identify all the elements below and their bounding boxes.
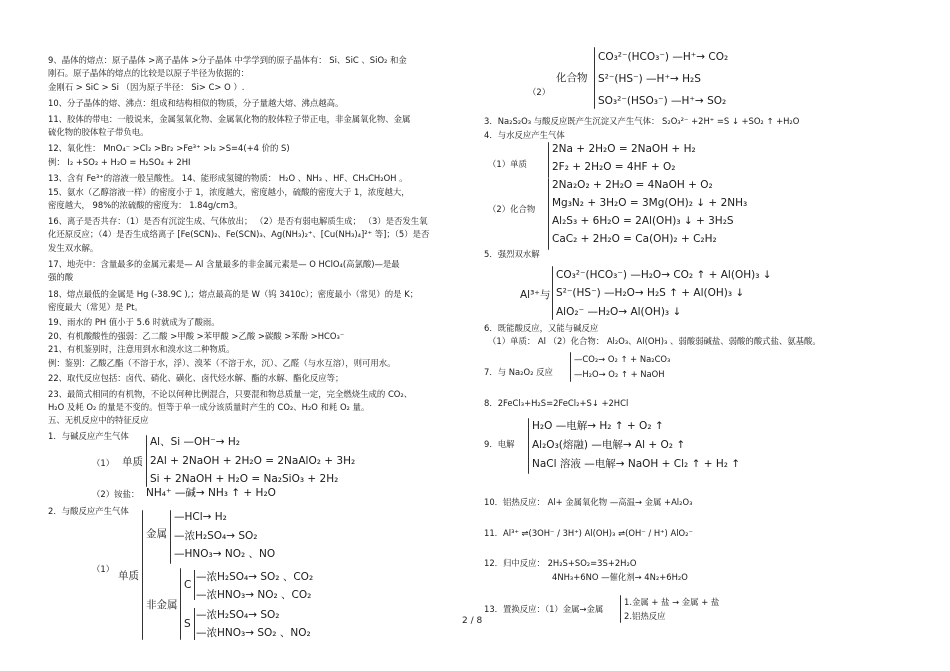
label: （2） <box>528 87 551 97</box>
text-line: 3．Na₂S₂O₃ 与酸反应既产生沉淀又产生气体： S₂O₃²⁻ +2H⁺ =S ↓ +SO₂ ↑ +H₂O <box>484 116 800 126</box>
equation: AlO₂⁻ —H₂O→ Al(OH)₃ ↓ <box>556 306 682 318</box>
equation: —浓HNO₃→ NO₂ 、CO₂ <box>196 589 312 601</box>
equation: CO₃²⁻(HCO₃⁻) —H⁺→ CO₂ <box>598 51 729 63</box>
text-line: 化还原反应；（4）是否生成络离子 [Fe(SCN)₂、Fe(SCN)₃、Ag(NH₃)₂⁺、[Cu(NH₃)₄]²⁺ 等]；（5）是否 <box>48 229 430 239</box>
label: S <box>184 618 191 630</box>
equation: Mg₃N₂ + 3H₂O = 3Mg(OH)₂ ↓ + 2NH₃ <box>552 197 748 209</box>
text-line: 刚石。原子晶体的熔点的比较是以原子半径为依据的： <box>48 68 249 78</box>
text-line: 金刚石 > SiC > Si （因为原子半径： Si> C> O ）. <box>48 82 245 92</box>
equation: —HCl→ H₂ <box>174 511 227 523</box>
label: （1）单质 <box>488 159 527 169</box>
text-line: 10、分子晶体的熔、沸点：组成和结构相似的物质，分子量越大熔、沸点越高。 <box>48 98 344 108</box>
text-line: 密度越大， 98%的浓硫酸的密度为： 1.84g/cm3。 <box>48 200 243 210</box>
text-line: 10．铝热反应： Al+ 金属氧化物 —高温→ 金属 +Al₂O₃ <box>484 497 693 507</box>
equation: H₂O —电解→ H₂ ↑ + O₂ ↑ <box>532 420 664 432</box>
text-line: 4．与水反应产生气体 <box>484 130 565 140</box>
text-line: 11．Al³⁺ ⇌(3OH⁻ / 3H⁺) Al(OH)₃ ⇌(OH⁻ / H⁺) AlO₂⁻ <box>484 528 693 538</box>
text-line: 15、氨水（乙醇溶液一样）的密度小于 1，浓度越大，密度越小，硫酸的密度大于 1，浓度越大， <box>48 187 410 197</box>
text-line: 13．置换反应：（1）金属→金属 <box>484 604 604 614</box>
equation: 2Al + 2NaOH + 2H₂O = 2NaAlO₂ + 3H₂ <box>150 455 356 467</box>
label: （2）铵盐： <box>92 489 140 499</box>
label: 非金属 <box>146 599 178 611</box>
equation: S²⁻(HS⁻) —H₂O→ H₂S ↑ + Al(OH)₃ ↓ <box>556 287 745 299</box>
text-line: 19、雨水的 PH 值小于 5.6 时就成为了酸雨。 <box>48 317 220 327</box>
label: （1） <box>92 564 115 574</box>
equation: —CO₂→ O₂ ↑ + Na₂CO₃ <box>574 354 671 364</box>
brace <box>142 510 143 640</box>
label: 单质 <box>122 456 143 468</box>
brace <box>570 352 571 382</box>
text-line: 13、含有 Fe³⁺的溶液一般呈酸性。 14、能形成氢键的物质： H₂O 、NH₃ 、HF、CH₃CH₂OH 。 <box>48 173 408 183</box>
equation: —HNO₃→ NO₂ 、NO <box>174 548 276 560</box>
text-line: H₂O 及耗 O₂ 的量是不变的。恒等于单一成分该质量时产生的 CO₂、H₂O 和耗 O₂ 量。 <box>48 402 370 412</box>
equation: Al、Si —OH⁻→ H₂ <box>150 436 240 448</box>
text-line: 22、取代反应包括：卤代、硝化、磺化、卤代烃水解、酯的水解、酯化反应等； <box>48 373 344 383</box>
equation: Si + 2NaOH + H₂O = Na₂SiO₃ + 2H₂ <box>150 473 339 485</box>
text-line: 发生双水解。 <box>48 243 99 253</box>
page-number: 2 / 8 <box>462 616 483 626</box>
equation: CaC₂ + 2H₂O = Ca(OH)₂ + C₂H₂ <box>552 233 717 245</box>
text-line: 2．与酸反应产生气体 <box>48 506 129 516</box>
text-line: 7．与 Na₂O₂ 反应 <box>484 367 553 377</box>
label: 单质 <box>118 570 139 582</box>
brace <box>194 570 195 600</box>
label: C <box>184 579 192 591</box>
brace <box>146 435 147 487</box>
brace <box>548 178 549 250</box>
label: 化合物 <box>556 72 588 84</box>
text-line: （1）单质： Al （2）化合物： Al₂O₃、Al(OH)₃ 、弱酸弱碱盐、弱酸的酸式盐、氨基酸。 <box>488 336 821 346</box>
equation: 2Na + 2H₂O = 2NaOH + H₂ <box>552 143 696 155</box>
text-line: 6．既能酸反应，又能与碱反应 <box>484 323 599 333</box>
brace <box>552 266 553 320</box>
brace <box>528 418 529 474</box>
equation: —H₂O→ O₂ ↑ + NaOH <box>574 369 665 379</box>
label: （1） <box>92 458 115 468</box>
text-line: 9．电解 <box>484 439 515 449</box>
text-line: 18、熔点最低的金属是 Hg (-38.9C ),；熔点最高的是 W（钨 3410c）；密度最小（常见）的是 K； <box>48 289 419 299</box>
text-line: 4NH₃+6NO —催化剂→ 4N₂+6H₂O <box>552 572 688 582</box>
brace <box>170 510 171 564</box>
equation: Al₂O₃(熔融) —电解→ Al + O₂ ↑ <box>532 439 686 451</box>
text-line: 20、有机酸酸性的强弱：乙二酸 >甲酸 >苯甲酸 >乙酸 >碳酸 >苯酚 >HCO₃⁻ <box>48 331 345 341</box>
text-line: 硫化物的胶体粒子带负电。 <box>48 127 149 137</box>
brace <box>548 142 549 178</box>
text-line: 1.金属 + 盐 → 金属 + 盐 <box>624 597 720 607</box>
equation: 2Na₂O₂ + 2H₂O = 4NaOH + O₂ <box>552 179 713 191</box>
brace <box>194 608 195 640</box>
text-line: 2.铝热反应 <box>624 611 666 621</box>
text-line: 5．强烈双水解 <box>484 249 540 259</box>
brace <box>620 595 621 623</box>
text-line: 密度最大（常见）是 Pt。 <box>48 302 143 312</box>
equation: —浓HNO₃→ SO₂ 、NO₂ <box>196 627 311 639</box>
text-line: 23、最简式相同的有机物，不论以何种比例混合，只要混和物总质量一定，完全燃烧生成的 CO₂、 <box>48 389 413 399</box>
label: Al³⁺与 <box>520 289 551 301</box>
equation: 2F₂ + 2H₂O = 4HF + O₂ <box>552 161 676 173</box>
brace <box>594 47 595 109</box>
text-line: 1．与碱反应产生气体 <box>48 431 129 441</box>
equation: —浓H₂SO₄→ SO₂ <box>196 609 280 621</box>
equation: NH₄⁺ —碱→ NH₃ ↑ + H₂O <box>146 487 276 499</box>
label: （2）化合物 <box>488 204 536 214</box>
text-line: 强的酸 <box>48 272 74 282</box>
text-line: 12．归中反应： 2H₂S+SO₂=3S+2H₂O <box>484 558 637 568</box>
text-line: 17、地壳中：含量最多的金属元素是— Al 含量最多的非金属元素是— O HClO₄(高氯酸)—是最 <box>48 259 400 269</box>
equation: SO₃²⁻(HSO₃⁻) —H⁺→ SO₂ <box>598 95 727 107</box>
equation: Al₂S₃ + 6H₂O = 2Al(OH)₃ ↓ + 3H₂S <box>552 215 734 227</box>
text-line: 8．2FeCl₃+H₂S=2FeCl₂+S↓ +2HCl <box>484 398 629 408</box>
equation: —浓H₂SO₄→ SO₂ 、CO₂ <box>196 571 314 583</box>
equation: NaCl 溶液 —电解→ NaOH + Cl₂ ↑ + H₂ ↑ <box>532 458 741 470</box>
equation: S²⁻(HS⁻) —H⁺→ H₂S <box>598 73 701 85</box>
section-heading: 五、无机反应中的特征反应 <box>48 415 149 425</box>
text-line: 9、晶体的熔点：原子晶体 >离子晶体 >分子晶体 中学学到的原子晶体有： Si、SiC 、SiO₂ 和金 <box>48 55 407 65</box>
text-line: 21、有机鉴别时，注意用到水和溴水这二种物质。 <box>48 344 235 354</box>
text-line: 12、氧化性： MnO₄⁻ >Cl₂ >Br₂ >Fe³⁺ >I₂ >S=4(+4 价的 S) <box>48 143 290 153</box>
text-line: 例：鉴别：乙酸乙酯（不溶于水，浮）、溴苯（不溶于水，沉）、乙醛（与水互溶），则可用水。 <box>48 358 396 368</box>
brace <box>180 568 181 640</box>
label: 金属 <box>146 528 167 540</box>
text-line: 例： I₂ +SO₂ + H₂O = H₂SO₄ + 2HI <box>48 157 191 167</box>
text-line: 16、离子是否共存：（1）是否有沉淀生成、气体放出； （2）是否有弱电解质生成； （3）是否发生氧 <box>48 216 428 226</box>
text-line: 11、胶体的带电：一般说来，金属氢氧化物、金属氧化物的胶体粒子带正电，非金属氧化物、金属 <box>48 114 411 124</box>
equation: —浓H₂SO₄→ SO₂ <box>174 530 258 542</box>
equation: CO₃²⁻(HCO₃⁻) —H₂O→ CO₂ ↑ + Al(OH)₃ ↓ <box>556 269 772 281</box>
